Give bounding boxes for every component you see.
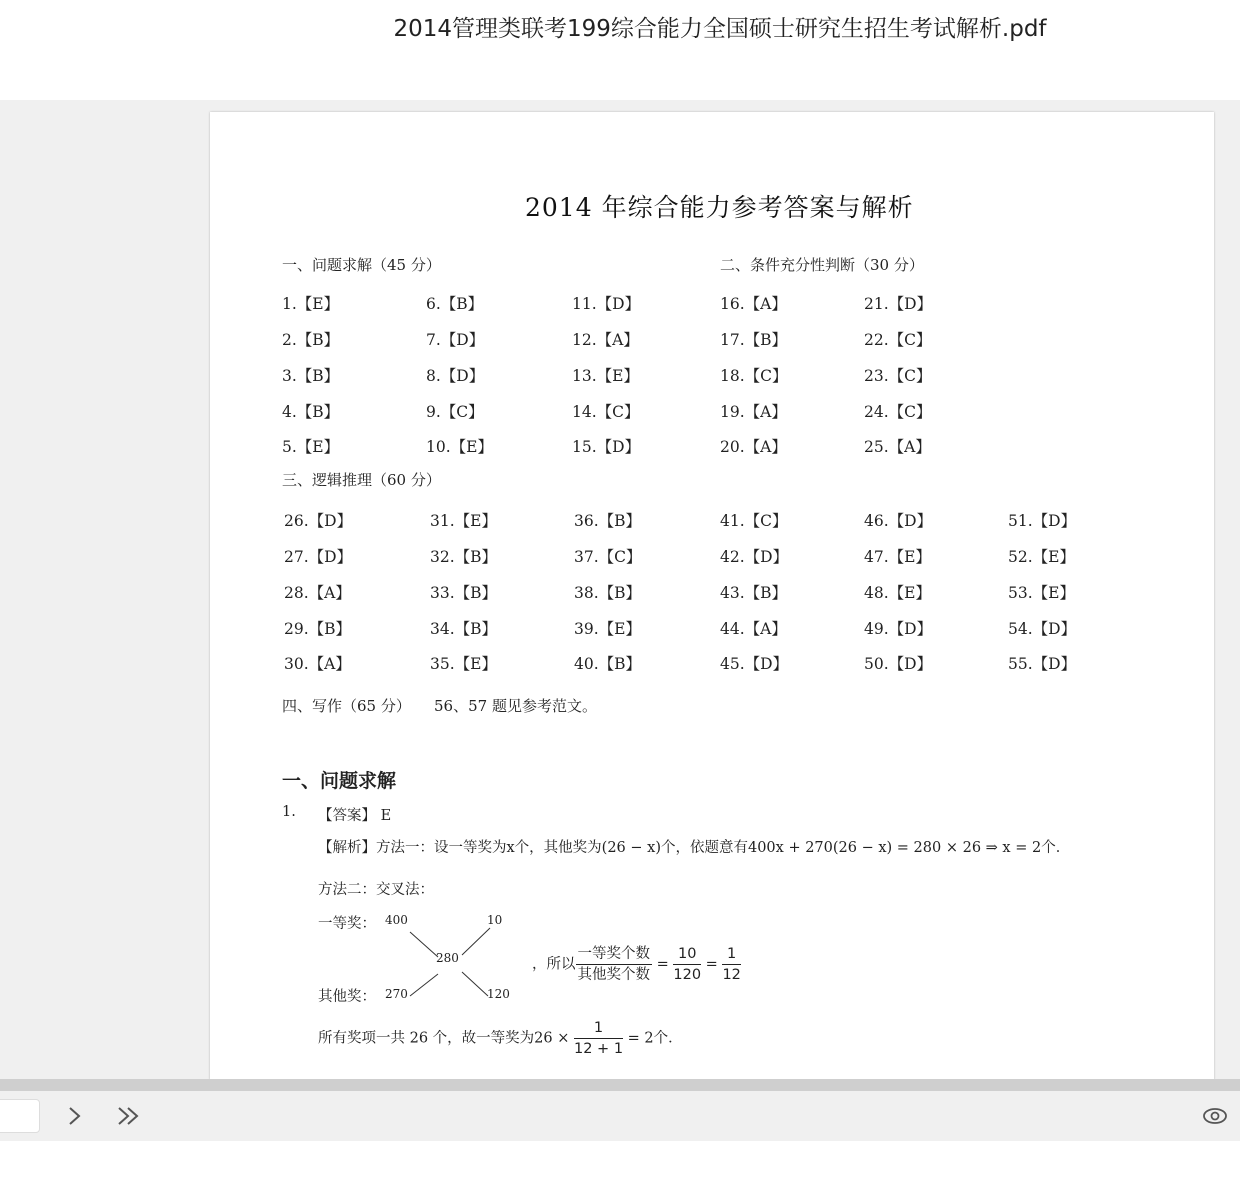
answer-item: 46.【D】 — [864, 512, 933, 530]
pdf-page — [210, 112, 1214, 1080]
answer-item: 6.【B】 — [426, 295, 484, 313]
section-heading-writing: 四、写作（65 分） — [282, 697, 411, 715]
answer-item: 11.【D】 — [572, 295, 641, 313]
answer-item: 38.【B】 — [574, 584, 642, 602]
answer-item: 54.【D】 — [1008, 620, 1077, 638]
section-heading-sufficiency: 二、条件充分性判断（30 分） — [720, 256, 924, 274]
final-fraction: $\frac{1}{12 + 1}$ — [574, 1020, 624, 1057]
answer-item: 50.【D】 — [864, 655, 933, 673]
answer-item: 20.【A】 — [720, 438, 787, 456]
answer-item: 25.【A】 — [864, 438, 931, 456]
cross-first-label: 一等奖： — [318, 916, 376, 932]
answer-item: 10.【E】 — [426, 438, 493, 456]
answer-item: 51.【D】 — [1008, 512, 1077, 530]
answer-item: 40.【B】 — [574, 655, 642, 673]
answer-item: 21.【D】 — [864, 295, 933, 313]
chevron-right-icon — [60, 1101, 90, 1131]
answer-item: 52.【E】 — [1008, 548, 1075, 566]
answer-item: 49.【D】 — [864, 620, 933, 638]
double-chevron-right-icon — [113, 1101, 143, 1131]
analysis-text: 【解析】方法一：设一等奖为x个，其他奖为(26 − x)个，依题意有400x + 270(26 − x) = 280 × 26 ⇒ x = 2个． — [318, 840, 1071, 856]
answer-item: 26.【D】 — [284, 512, 353, 530]
answer-item: 9.【C】 — [426, 403, 484, 421]
part-heading: 一、问题求解 — [282, 770, 397, 792]
answer-item: 12.【A】 — [572, 331, 639, 349]
question-number: 1. — [282, 804, 296, 820]
answer-item: 36.【B】 — [574, 512, 642, 530]
answer-item: 14.【C】 — [572, 403, 640, 421]
answer-item: 30.【A】 — [284, 655, 351, 673]
answer-item: 33.【B】 — [430, 584, 498, 602]
title-bar — [0, 0, 1240, 100]
ratio-fraction-10-120: $\frac{10}{120}$ — [673, 946, 702, 983]
ratio-prefix: ，所以 — [532, 956, 576, 973]
final-expression: 所有奖项一共 26 个，故一等奖为26 × $\frac{1}{12 + 1}$ = 2个． — [318, 1020, 683, 1057]
writing-note: 56、57 题见参考范文。 — [434, 697, 597, 715]
cross-value-400: 400 — [385, 913, 408, 927]
cross-method-diagram — [400, 924, 500, 1004]
section-heading-problem-solving: 一、问题求解（45 分） — [282, 256, 441, 274]
ratio-expression: ，所以 $\frac{\text{一等奖个数}}{\text{其他奖个数}}$ = $\frac{10}{120}$ = $\frac{1}{12}$ — [532, 946, 741, 983]
answer-item: 44.【A】 — [720, 620, 787, 638]
cross-value-280: 280 — [436, 951, 459, 965]
section-heading-logic: 三、逻辑推理（60 分） — [282, 471, 441, 489]
method-two-text: 方法二：交叉法： — [318, 882, 434, 898]
answer-item: 15.【D】 — [572, 438, 641, 456]
cross-other-label: 其他奖： — [318, 989, 376, 1005]
last-page-button[interactable] — [113, 1101, 143, 1131]
answer-item: 19.【A】 — [720, 403, 787, 421]
answer-item: 2.【B】 — [282, 331, 340, 349]
answer-item: 45.【D】 — [720, 655, 789, 673]
answer-item: 35.【E】 — [430, 655, 497, 673]
answer-item: 27.【D】 — [284, 548, 353, 566]
eye-icon — [1200, 1101, 1230, 1131]
answer-item: 39.【E】 — [574, 620, 641, 638]
answer-item: 47.【E】 — [864, 548, 931, 566]
answer-item: 41.【C】 — [720, 512, 788, 530]
answer-item: 29.【B】 — [284, 620, 352, 638]
answer-item: 55.【D】 — [1008, 655, 1077, 673]
horizontal-scrollbar[interactable] — [0, 1079, 1240, 1091]
answer-item: 8.【D】 — [426, 367, 485, 385]
view-mode-button[interactable] — [1200, 1101, 1230, 1131]
answer-item: 16.【A】 — [720, 295, 787, 313]
ratio-fraction: $\frac{\text{一等奖个数}}{\text{其他奖个数}}$ — [577, 946, 650, 983]
answer-item: 13.【E】 — [572, 367, 639, 385]
document-title: 2014管理类联考199综合能力全国硕士研究生招生考试解析.pdf — [393, 16, 1047, 42]
answer-item: 31.【E】 — [430, 512, 497, 530]
answer-item: 22.【C】 — [864, 331, 932, 349]
cross-value-270: 270 — [385, 987, 408, 1001]
answer-item: 43.【B】 — [720, 584, 788, 602]
next-page-button[interactable] — [60, 1101, 90, 1131]
answer-item: 5.【E】 — [282, 438, 340, 456]
bottom-toolbar — [0, 1091, 1240, 1141]
answer-item: 42.【D】 — [720, 548, 789, 566]
cross-value-120: 120 — [487, 987, 510, 1001]
answer-item: 4.【B】 — [282, 403, 340, 421]
answer-item: 1.【E】 — [282, 295, 340, 313]
answer-item: 24.【C】 — [864, 403, 932, 421]
question-answer: 【答案】 E — [318, 808, 392, 824]
answer-item: 48.【E】 — [864, 584, 931, 602]
page-number-input[interactable] — [0, 1099, 40, 1133]
answer-item: 37.【C】 — [574, 548, 642, 566]
answer-item: 7.【D】 — [426, 331, 485, 349]
answer-item: 28.【A】 — [284, 584, 351, 602]
answer-item: 53.【E】 — [1008, 584, 1075, 602]
answer-item: 3.【B】 — [282, 367, 340, 385]
answer-item: 18.【C】 — [720, 367, 788, 385]
ratio-fraction-1-12: $\frac{1}{12}$ — [722, 946, 741, 983]
answer-item: 34.【B】 — [430, 620, 498, 638]
cross-value-10: 10 — [487, 913, 503, 927]
answer-item: 17.【B】 — [720, 331, 788, 349]
page-heading: 2014 年综合能力参考答案与解析 — [525, 193, 914, 222]
answer-item: 32.【B】 — [430, 548, 498, 566]
answer-item: 23.【C】 — [864, 367, 932, 385]
